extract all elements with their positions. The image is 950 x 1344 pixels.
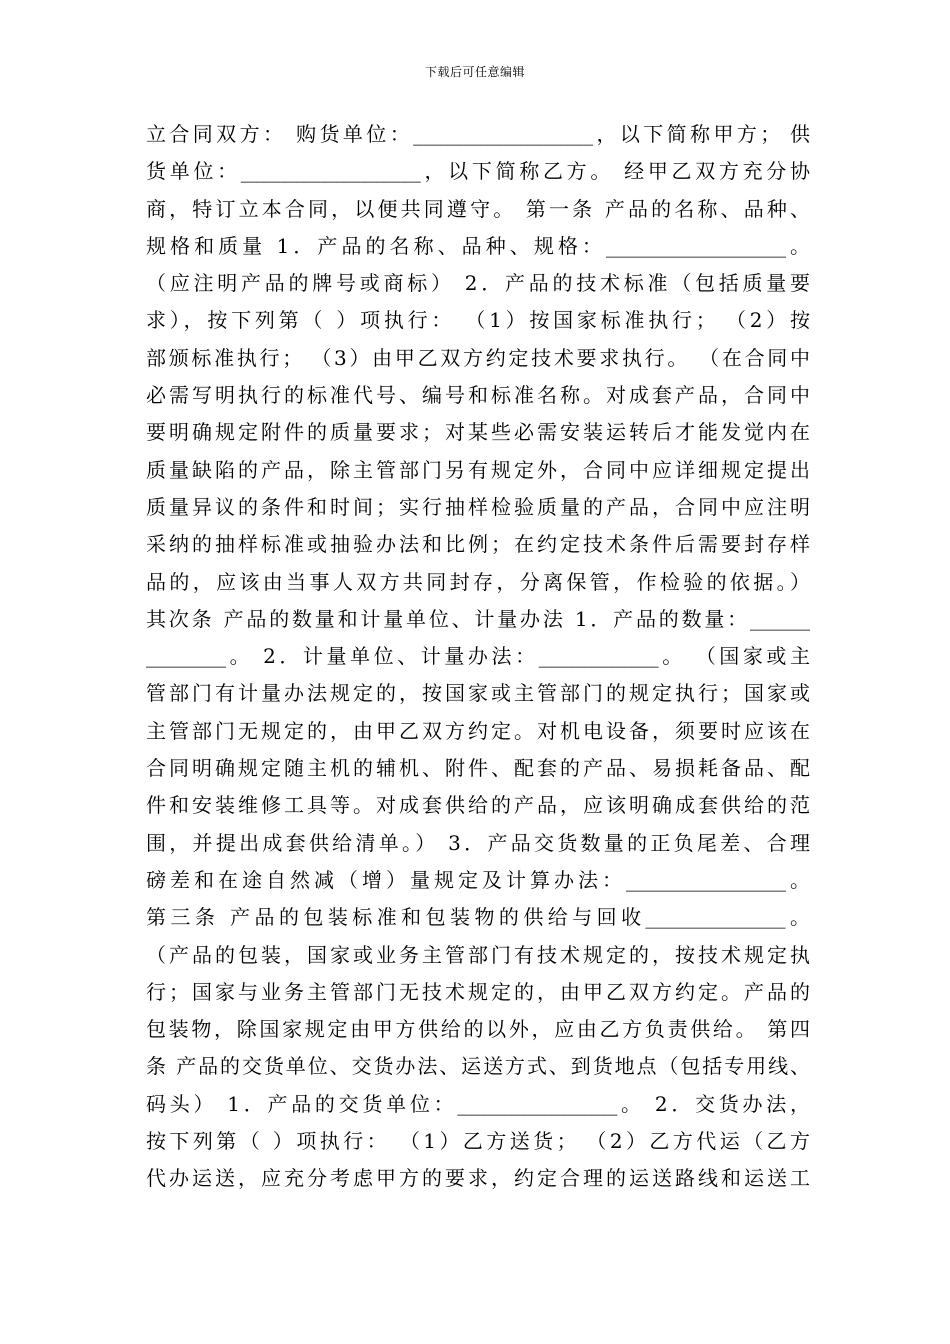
text-line: 磅差和在途自然减（增）量规定及计算办法：________________。 <box>146 867 810 892</box>
text-line: 合同明确规定随主机的辅机、附件、配套的产品、易损耗备品、配 <box>146 756 810 781</box>
text-line: 品的，应该由当事人双方共同封存，分离保管，作检验的依据。） <box>146 569 810 594</box>
text-line: 码头） 1．产品的交货单位：________________。 2．交货办法， <box>146 1091 810 1116</box>
text-line: 行；国家与业务主管部门无技术规定的，由甲乙双方约定。产品的 <box>146 979 810 1004</box>
text-line: 要明确规定附件的质量要求；对某些必需安装运转后才能发觉内在 <box>146 420 810 445</box>
contract-body <box>146 116 810 1198</box>
text-line: （产品的包装，国家或业务主管部门有技术规定的，按技术规定执 <box>146 942 810 967</box>
text-line: 采纳的抽样标准或抽验办法和比例；在约定技术条件后需要封存样 <box>146 532 810 557</box>
text-line: 质量缺陷的产品，除主管部门另有规定外，合同中应详细规定提出 <box>146 457 810 482</box>
text-line: ________。 2．计量单位、计量办法：____________。 （国家或主 <box>146 644 810 669</box>
text-line: 求），按下列第（ ）项执行： （1）按国家标准执行； （2）按 <box>146 308 810 333</box>
text-line: （应注明产品的牌号或商标） 2．产品的技术标准（包括质量要 <box>146 271 810 296</box>
text-line: 按下列第（ ）项执行： （1）乙方送货； （2）乙方代运（乙方 <box>146 1129 810 1154</box>
text-line: 立合同双方： 购货单位：__________________，以下简称甲方； 供 <box>146 122 810 146</box>
text-line: 代办运送，应充分考虑甲方的要求，约定合理的运送路线和运送工 <box>146 1166 810 1191</box>
text-line: 商，特订立本合同，以便共同遵守。 第一条 产品的名称、品种、 <box>146 196 810 221</box>
text-line: 必需写明执行的标准代号、编号和标准名称。对成套产品，合同中 <box>146 383 810 408</box>
text-line: 部颁标准执行； （3）由甲乙双方约定技术要求执行。 （在合同中 <box>146 345 810 370</box>
text-line: 包装物，除国家规定由甲方供给的以外，应由乙方负责供给。 第四 <box>146 1017 810 1042</box>
text-line: 管部门有计量办法规定的，按国家或主管部门的规定执行；国家或 <box>146 681 810 706</box>
text-line: 条 产品的交货单位、交货办法、运送方式、到货地点（包括专用线、 <box>146 1054 810 1079</box>
page-header: 下载后可任意编辑 <box>424 65 525 79</box>
text-line: 质量异议的条件和时间；实行抽样检验质量的产品，合同中应注明 <box>146 494 810 519</box>
text-line: 货单位：__________________，以下简称乙方。 经甲乙双方充分协 <box>146 159 810 184</box>
text-line: 围，并提出成套供给清单。） 3．产品交货数量的正负尾差、合理 <box>146 830 810 855</box>
text-line: 其次条 产品的数量和计量单位、计量办法 1．产品的数量：______ <box>146 606 810 631</box>
text-line: 规格和质量 1．产品的名称、品种、规格：__________________。 <box>146 233 810 258</box>
text-line: 件和安装维修工具等。对成套供给的产品，应该明确成套供给的范 <box>146 793 810 818</box>
text-line: 第三条 产品的包装标准和包装物的供给与回收______________。 <box>146 905 810 930</box>
text-line: 主管部门无规定的，由甲乙双方约定。对机电设备，须要时应该在 <box>146 718 810 743</box>
